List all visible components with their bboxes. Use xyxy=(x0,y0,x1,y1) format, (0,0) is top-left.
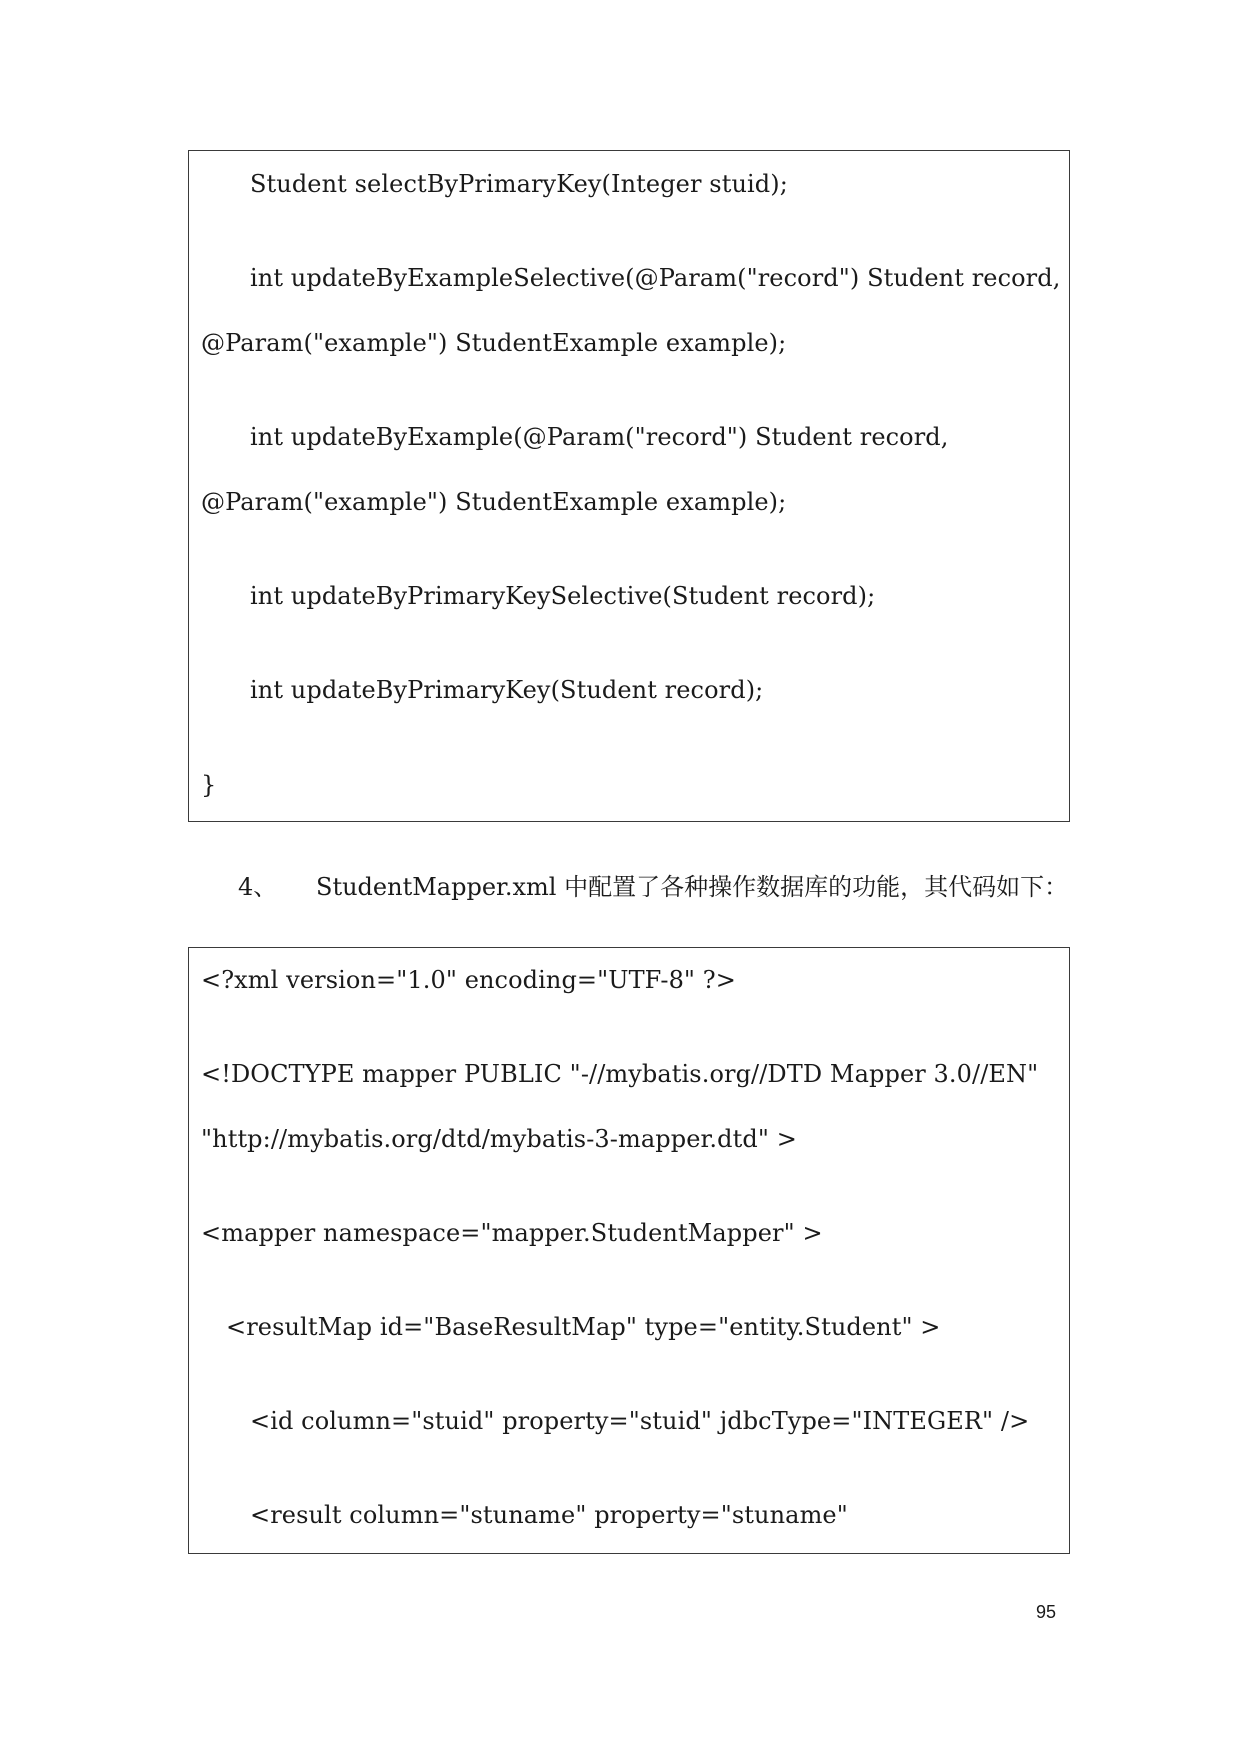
code-block-mapper-xml xyxy=(188,947,1070,1554)
code-line: @Param("example") StudentExample example); xyxy=(201,488,787,516)
page-number: 95 xyxy=(1036,1602,1057,1622)
code-line: <resultMap id="BaseResultMap" type="entity.Student" > xyxy=(226,1313,941,1341)
code-line: int updateByExampleSelective(@Param("record") Student record, xyxy=(250,264,1061,292)
code-line: int updateByPrimaryKeySelective(Student record); xyxy=(250,582,876,610)
paragraph-text: StudentMapper.xml 中配置了各种操作数据库的功能，其代码如下： xyxy=(316,873,1069,901)
code-line: <?xml version="1.0" encoding="UTF-8" ?> xyxy=(201,966,736,994)
code-line: int updateByPrimaryKey(Student record); xyxy=(250,676,764,704)
section-paragraph xyxy=(238,872,1068,902)
code-line: "http://mybatis.org/dtd/mybatis-3-mapper.dtd" > xyxy=(201,1125,797,1153)
list-number: 4、 xyxy=(238,873,278,901)
code-line: } xyxy=(201,771,217,799)
code-line: @Param("example") StudentExample example); xyxy=(201,329,787,357)
code-line: <mapper namespace="mapper.StudentMapper" > xyxy=(201,1219,823,1247)
code-block-mapper-interface xyxy=(188,150,1070,822)
code-line: <result column="stuname" property="stuname" xyxy=(250,1501,848,1529)
code-line: Student selectByPrimaryKey(Integer stuid); xyxy=(250,170,788,198)
code-line: <!DOCTYPE mapper PUBLIC "-//mybatis.org//DTD Mapper 3.0//EN" xyxy=(201,1060,1039,1088)
code-line: <id column="stuid" property="stuid" jdbcType="INTEGER" /> xyxy=(250,1407,1030,1435)
code-line: int updateByExample(@Param("record") Student record, xyxy=(250,423,949,451)
